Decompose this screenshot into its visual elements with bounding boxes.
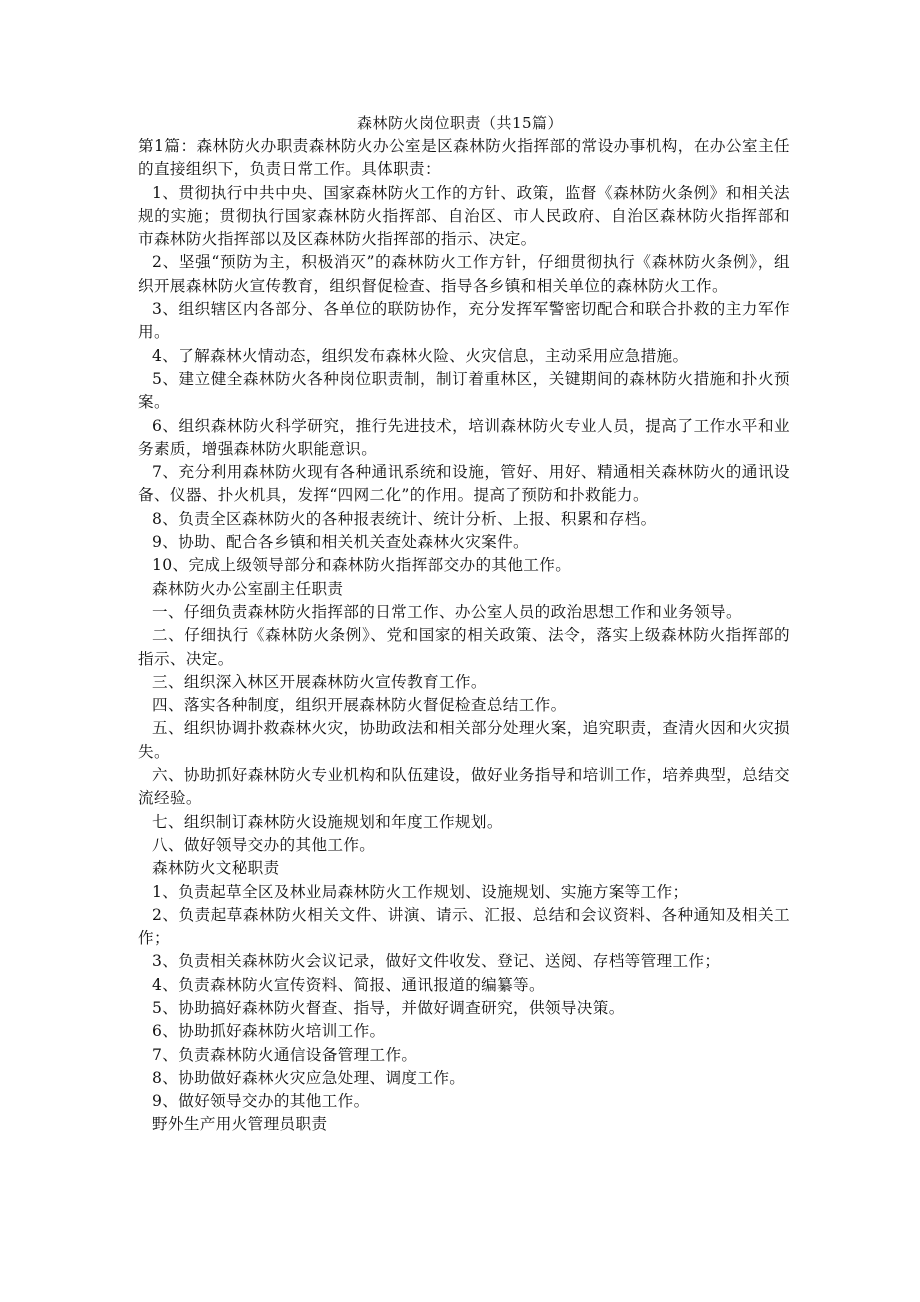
paragraph: 2、坚强“预防为主，积极消灭”的森林防火工作方针，仔细贯彻执行《森林防火条例》，组织开展森林防火宣传教育，组织督促检查、指导各乡镇和相关单位的森林防火工作。 (138, 253, 790, 295)
paragraph: 六、协助抓好森林防火专业机构和队伍建设，做好业务指导和培训工作，培养典型，总结交流经验。 (138, 766, 790, 808)
paragraph: 8、负责全区森林防火的各种报表统计、统计分析、上报、积累和存档。 (152, 509, 657, 528)
paragraph: 8、协助做好森林火灾应急处理、调度工作。 (152, 1068, 466, 1087)
paragraph: 1、贯彻执行中共中央、国家森林防火工作的方针、政策，监督《森林防火条例》和相关法规的实施；贯彻执行国家森林防火指挥部、自治区、市人民政府、自治区森林防火指挥部和市森林防火指挥部以及区森林防火指挥部的指示、决定。 (138, 183, 790, 249)
paragraph: 6、协助抓好森林防火培训工作。 (152, 1022, 386, 1041)
paragraph: 四、落实各种制度，组织开展森林防火督促检查总结工作。 (152, 696, 567, 715)
paragraph: 八、做好领导交办的其他工作。 (152, 835, 376, 854)
paragraph: 7、负责森林防火通信设备管理工作。 (152, 1045, 418, 1064)
document-title: 森林防火岗位职责（共15篇） (356, 114, 564, 132)
paragraph: 4、了解森林火情动态，组织发布森林火险、火灾信息，主动采用应急措施。 (152, 346, 689, 365)
paragraph: 二、仔细执行《森林防火条例》、党和国家的相关政策、法令，落实上级森林防火指挥部的指示、决定。 (138, 626, 790, 668)
paragraph: 6、组织森林防火科学研究，推行先进技术，培训森林防火专业人员，提高了工作水平和业务素质，增强森林防火职能意识。 (138, 416, 790, 458)
paragraph: 5、建立健全森林防火各种岗位职责制，制订着重林区，关键期间的森林防火措施和扑火预案。 (138, 369, 790, 412)
paragraph: 10、完成上级领导部分和森林防火指挥部交办的其他工作。 (152, 556, 572, 575)
document-body (138, 135, 790, 1137)
paragraph: 2、负责起草森林防火相关文件、讲演、请示、汇报、总结和会议资料、各种通知及相关工作； (138, 905, 790, 948)
paragraph: 3、负责相关森林防火会议记录，做好文件收发、登记、送阅、存档等管理工作； (152, 952, 721, 971)
paragraph: 5、协助搞好森林防火督查、指导，并做好调查研究，供领导决策。 (152, 998, 625, 1017)
paragraph: 三、组织深入林区开展森林防火宣传教育工作。 (152, 672, 487, 691)
paragraph: 1、负责起草全区及林业局森林防火工作规划、设施规划、实施方案等工作； (152, 882, 689, 901)
paragraph: 森林防火文秘职责 (152, 859, 280, 878)
paragraph: 9、做好领导交办的其他工作。 (152, 1092, 370, 1111)
paragraph: 第1篇：森林防火办职责森林防火办公室是区森林防火指挥部的常设办事机构，在办公室主任的直接组织下，负责日常工作。具体职责： (138, 137, 790, 179)
paragraph: 7、充分利用森林防火现有各种通讯系统和设施，管好、用好、精通相关森林防火的通讯设备、仪器、扑火机具，发挥“四网二化”的作用。提高了预防和扑救能力。 (138, 463, 790, 505)
paragraph: 森林防火办公室副主任职责 (152, 579, 344, 598)
paragraph: 五、组织协调扑救森林火灾，协助政法和相关部分处理火案，追究职责，查清火因和火灾损失。 (138, 719, 790, 761)
paragraph: 4、负责森林防火宣传资料、简报、通讯报道的编纂等。 (152, 975, 545, 994)
paragraph: 9、协助、配合各乡镇和相关机关查处森林火灾案件。 (152, 533, 529, 552)
paragraph: 七、组织制订森林防火设施规划和年度工作规划。 (152, 812, 503, 831)
paragraph: 3、组织辖区内各部分、各单位的联防协作，充分发挥军警密切配合和联合扑救的主力军作用。 (138, 300, 790, 342)
paragraph: 一、仔细负责森林防火指挥部的日常工作、办公室人员的政治思想工作和业务领导。 (152, 602, 742, 621)
paragraph: 野外生产用火管理员职责 (152, 1115, 328, 1134)
